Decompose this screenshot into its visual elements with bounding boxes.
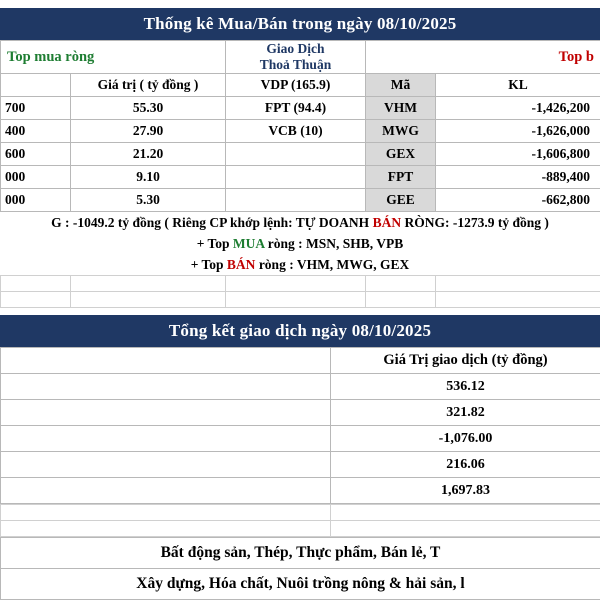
note-line-proprietary	[0, 212, 600, 233]
row-value: 21.20	[71, 143, 226, 166]
col-header-value: Giá trị ( tỷ đồng )	[71, 74, 226, 97]
sector-line-up: Bất động sản, Thép, Thực phẩm, Bán lẻ, T	[1, 538, 600, 569]
top-section-header-row	[1, 41, 600, 74]
col-header-volume: KL	[436, 74, 600, 97]
col-header-code-left	[1, 74, 71, 97]
summary-label	[1, 426, 331, 452]
note-line2-part3: ròng : MSN, SHB, VPB	[264, 236, 404, 251]
row-agreement	[226, 166, 366, 189]
spacer-cell	[366, 292, 436, 308]
top-sell-header: Top b	[366, 41, 600, 74]
bottom-summary-block	[0, 315, 600, 600]
row-volume: -889,400	[436, 166, 600, 189]
summary-table	[0, 347, 600, 504]
summary-label-header	[1, 348, 331, 374]
note-line-top-buy	[0, 233, 600, 254]
agreement-trade-header-line1: Giao Dịch	[266, 41, 325, 56]
note-line3-part1: + Top	[190, 257, 227, 272]
row-agreement	[226, 143, 366, 166]
row-value: 27.90	[71, 120, 226, 143]
table-row	[1, 143, 600, 166]
spacer-cell	[226, 276, 366, 292]
spacer-cell	[1, 521, 331, 537]
table-row	[1, 400, 600, 426]
top-statistics-block	[0, 8, 600, 308]
row-value: 9.10	[71, 166, 226, 189]
row-left-code: 000	[1, 189, 71, 212]
col-header-vdp: VDP (165.9)	[226, 74, 366, 97]
table-row	[1, 166, 600, 189]
row-volume: -1,626,000	[436, 120, 600, 143]
row-value: 5.30	[71, 189, 226, 212]
spacer-row	[1, 505, 600, 521]
row-left-code: 000	[1, 166, 71, 189]
row-symbol: GEX	[366, 143, 436, 166]
table-row	[1, 478, 600, 504]
agreement-trade-header	[226, 41, 366, 74]
bottom-spacer-grid	[0, 504, 600, 537]
spacer-cell	[226, 292, 366, 308]
spacer-row	[1, 276, 600, 292]
row-volume: -1,606,800	[436, 143, 600, 166]
spacer-cell	[1, 505, 331, 521]
note-line1-part3: RÒNG: -1273.9 tỷ đồng )	[401, 215, 549, 230]
spacer-grid	[0, 275, 600, 308]
summary-value-header: Giá Trị giao dịch (tỷ đồng)	[331, 348, 600, 374]
summary-label	[1, 452, 331, 478]
row-left-code: 400	[1, 120, 71, 143]
row-symbol: VHM	[366, 97, 436, 120]
col-header-symbol: Mã	[366, 74, 436, 97]
top-buy-header: Top mua ròng	[1, 41, 226, 74]
spacer-cell	[71, 276, 226, 292]
summary-value: 536.12	[331, 374, 600, 400]
top-statistics-table	[0, 40, 600, 212]
table-row	[1, 426, 600, 452]
row-agreement	[226, 189, 366, 212]
row-left-code: 700	[1, 97, 71, 120]
table-row	[1, 569, 600, 600]
row-left-code: 600	[1, 143, 71, 166]
spacer-cell	[1, 276, 71, 292]
table-row	[1, 97, 600, 120]
summary-value: 216.06	[331, 452, 600, 478]
note-line-top-sell	[0, 254, 600, 275]
note-line2-part1: + Top	[196, 236, 233, 251]
row-symbol: MWG	[366, 120, 436, 143]
top-column-header-row	[1, 74, 600, 97]
summary-value: 1,697.83	[331, 478, 600, 504]
top-block-title: Thống kê Mua/Bán trong ngày 08/10/2025	[0, 8, 600, 40]
summary-header-row	[1, 348, 600, 374]
spacer-cell	[71, 292, 226, 308]
spacer-cell	[331, 505, 600, 521]
spacer-cell	[366, 276, 436, 292]
note-line3-part3: ròng : VHM, MWG, GEX	[255, 257, 410, 272]
sector-table	[0, 537, 600, 600]
spacer-row	[1, 521, 600, 537]
row-symbol: GEE	[366, 189, 436, 212]
table-row	[1, 374, 600, 400]
spacer-cell	[331, 521, 600, 537]
row-value: 55.30	[71, 97, 226, 120]
table-row	[1, 120, 600, 143]
sector-line-down: Xây dựng, Hóa chất, Nuôi trồng nông & hải sản, l	[1, 569, 600, 600]
spacer-row	[1, 292, 600, 308]
spacer-cell	[436, 292, 600, 308]
summary-value: 321.82	[331, 400, 600, 426]
row-agreement: VCB (10)	[226, 120, 366, 143]
spacer-cell	[1, 292, 71, 308]
row-agreement: FPT (94.4)	[226, 97, 366, 120]
summary-value: -1,076.00	[331, 426, 600, 452]
row-symbol: FPT	[366, 166, 436, 189]
note-line2-buy: MUA	[232, 236, 265, 251]
note-line1-sell: BÁN	[372, 215, 402, 230]
bottom-block-title: Tổng kết giao dịch ngày 08/10/2025	[0, 315, 600, 347]
table-row	[1, 189, 600, 212]
note-line1-part1: G : -1049.2 tỷ đồng ( Riêng CP khớp lệnh: TỰ DOANH	[51, 215, 373, 230]
row-volume: -662,800	[436, 189, 600, 212]
note-line3-sell: BÁN	[226, 257, 256, 272]
spacer-cell	[436, 276, 600, 292]
table-row	[1, 538, 600, 569]
summary-label	[1, 400, 331, 426]
row-volume: -1,426,200	[436, 97, 600, 120]
agreement-trade-header-line2: Thoả Thuận	[259, 57, 332, 72]
summary-label	[1, 478, 331, 504]
summary-label	[1, 374, 331, 400]
table-row	[1, 452, 600, 478]
